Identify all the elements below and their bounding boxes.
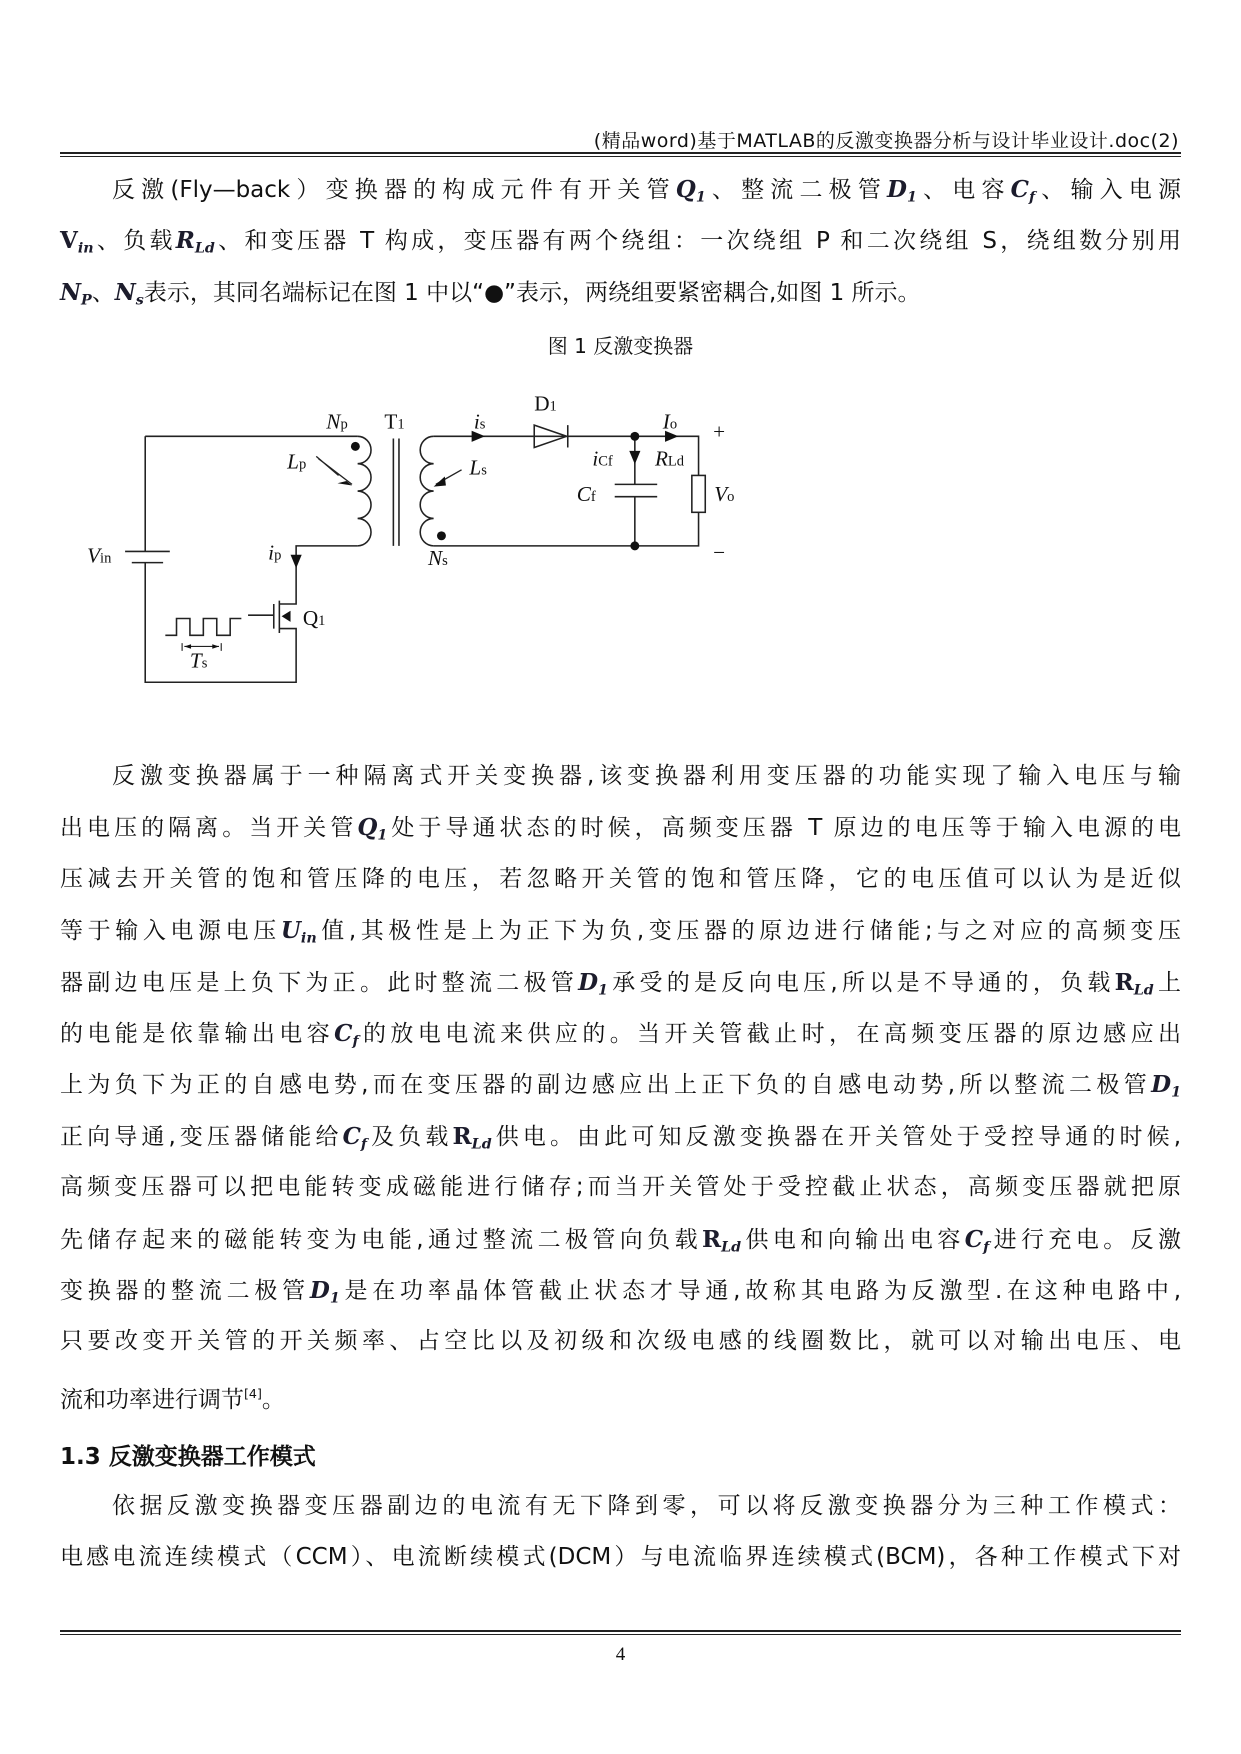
text-run: 流和功率进行调节 (60, 1386, 244, 1413)
secondary-winding (420, 436, 433, 546)
math-symbol: $D_1$ (578, 968, 608, 998)
svg-text:Ls: Ls (469, 455, 487, 480)
math-symbol: $C_f$ (964, 1225, 990, 1255)
math-symbol: $D_1$ (887, 176, 917, 206)
math-symbol: $N_s$ (114, 278, 144, 309)
text-line (60, 1316, 1181, 1367)
circuit-wires (125, 425, 705, 682)
svg-text:Np: Np (326, 409, 348, 434)
icf-arrow (629, 451, 640, 464)
text-run: 表示，其同名端标记在图 1 中以“●”表示，两绕组要紧密耦合,如图 1 所示。 (143, 279, 921, 306)
text-line (60, 215, 1181, 266)
svg-text:Ts: Ts (189, 648, 208, 673)
text-run: 进行充电。反激 (989, 1226, 1182, 1253)
text-line (60, 1008, 1181, 1059)
page-header-title: (精品word)基于MATLAB的反激变换器分析与设计毕业设计.doc(2) (593, 130, 1179, 152)
svg-text:is: is (473, 409, 486, 434)
paragraph-components (60, 164, 1181, 318)
text-run: 先储存起来的磁能转变为电能,通过整流二极管向负载 (60, 1226, 702, 1253)
header-divider (60, 152, 1181, 157)
text-run: 是在功率晶体管截止状态才导通,故称其电路为反激型.在这种电路中, (339, 1277, 1182, 1304)
text-line (60, 957, 1181, 1008)
math-symbol: $C_f$ (1010, 176, 1036, 206)
math-symbol: $Q_1$ (675, 176, 706, 206)
text-run: 。 (261, 1386, 285, 1413)
svg-text:Cf: Cf (576, 482, 596, 507)
text-run: 出电压的隔离。当开关管 (60, 815, 358, 842)
text-line (60, 1162, 1181, 1213)
mosfet-arrow (282, 611, 291, 622)
text-line (60, 1265, 1181, 1316)
text-run: 反激变换器属于一种隔离式开关变换器,该变换器利用变压器的功能实现了输入电压与输 (112, 763, 1181, 789)
load-resistor (692, 475, 705, 512)
text-line (60, 1481, 1181, 1532)
math-symbol: $R_{Ld}$ (452, 1122, 492, 1152)
math-symbol: $D_1$ (1151, 1071, 1181, 1101)
text-run: 器副边电压是上负下为正。此时整流二极管 (60, 969, 579, 996)
svg-text:Vo: Vo (714, 482, 735, 507)
text-run: 等于输入电源电压 (60, 918, 281, 945)
input-source (125, 551, 170, 562)
ip-arrow (291, 555, 302, 568)
text-run: 、输入电源 (1035, 177, 1182, 203)
svg-text:iCf: iCf (592, 446, 613, 471)
svg-text:Ns: Ns (428, 545, 448, 570)
text-run: 上为负下为正的自感电势,而在变压器的副边感应出上正下负的自感电动势,所以整流二极管 (60, 1072, 1152, 1099)
mosfet-q1 (248, 601, 279, 633)
math-symbol: $Q_1$ (357, 814, 388, 844)
text-run: 及负载 (367, 1123, 453, 1150)
citation-ref: [4] (244, 1385, 262, 1401)
math-symbol: $R_{Ld}$ (702, 1225, 742, 1255)
text-run: 反激(Fly—back）变换器的构成元件有开关管 (112, 177, 676, 203)
svg-text:Io: Io (662, 409, 678, 434)
math-symbol: $U_{in}$ (280, 917, 317, 947)
text-run: 、 (91, 279, 115, 306)
gate-pulse-waveform (165, 619, 241, 636)
paragraph-operation (60, 751, 1181, 1419)
svg-text:ip: ip (268, 540, 282, 565)
svg-text:T1: T1 (384, 409, 405, 434)
text-line (60, 1059, 1181, 1110)
text-run: 依据反激变换器变压器副边的电流有无下降到零，可以将反激变换器分为三种工作模式： (112, 1493, 1181, 1519)
text-run: 压减去开关管的饱和管压降的电压，若忽略开关管的饱和管压降，它的电压值可以认为是近似 (60, 865, 1181, 892)
math-symbol: $R_{Ld}$ (175, 227, 215, 257)
text-run: 电感电流连续模式（CCM）、电流断续模式(DCM）与电流临界连续模式(BCM)，各种工作模式下对 (60, 1544, 1181, 1571)
text-run: 、整流二极管 (705, 177, 888, 203)
dot-secondary (437, 531, 446, 540)
math-symbol: $C_f$ (342, 1122, 368, 1152)
svg-text:Vin: Vin (87, 543, 112, 568)
math-symbol: $R_{Ld}$ (1114, 968, 1154, 998)
text-line (60, 164, 1181, 215)
svg-text:Lp: Lp (287, 449, 307, 474)
text-run: 正向导通,变压器储能给 (60, 1123, 343, 1150)
text-run: 上 (1153, 969, 1182, 996)
section-heading: 1.3 反激变换器工作模式 (60, 1444, 316, 1470)
text-run: 、负载 (93, 228, 176, 255)
text-line (60, 267, 1181, 318)
text-run: 供电。由此可知反激变换器在开关管处于受控导通的时候, (491, 1123, 1182, 1150)
paragraph-modes (60, 1481, 1181, 1584)
math-symbol: $V_{in}$ (60, 227, 94, 257)
output-capacitor (615, 484, 657, 496)
svg-text:RLd: RLd (654, 446, 685, 471)
text-run: 、电容 (916, 177, 1011, 203)
text-line (60, 751, 1181, 802)
svg-text:−: − (713, 540, 726, 565)
math-symbol: $D_1$ (309, 1276, 340, 1307)
transformer-core (393, 439, 399, 546)
svg-text:Q1: Q1 (302, 606, 326, 631)
svg-text:D1: D1 (534, 391, 557, 416)
footer-divider (60, 1630, 1181, 1635)
math-symbol: $N_P$ (60, 278, 92, 309)
text-run: 的电能是依靠输出电容 (60, 1020, 335, 1047)
text-run: 承受的是反向电压,所以是不导通的，负载 (607, 969, 1115, 996)
flyback-circuit-diagram (78, 386, 749, 699)
text-line (60, 854, 1181, 905)
text-run: 变换器的整流二极管 (60, 1277, 310, 1304)
text-run: 处于导通状态的时候，高频变压器 T 原边的电压等于输入电源的电 (387, 815, 1182, 842)
text-run: 只要改变开关管的开关频率、占空比以及初级和次级电感的线圈数比，就可以对输出电压、电 (60, 1328, 1181, 1355)
math-symbol: $C_f$ (334, 1019, 359, 1050)
page-number: 4 (615, 1644, 626, 1665)
text-line (60, 1532, 1181, 1583)
figure-caption: 图 1 反激变换器 (547, 334, 694, 358)
primary-winding (358, 436, 371, 546)
text-run: 的放电电流来供应的。当开关管截止时，在高频变压器的原边感应出 (358, 1020, 1182, 1047)
text-run: 值,其极性是上为正下为负,变压器的原边进行储能;与之对应的高频变压 (316, 918, 1182, 945)
text-line (60, 905, 1181, 956)
text-run: 、和变压器 T 构成，变压器有两个绕组：一次绕组 P 和二次绕组 S，绕组数分别用 (214, 228, 1182, 255)
text-line (60, 1111, 1181, 1162)
text-run: 高频变压器可以把电能转变成磁能进行储存;而当开关管处于受控截止状态，高频变压器就把原 (60, 1174, 1181, 1201)
text-line (60, 1368, 1181, 1419)
svg-text:+: + (713, 419, 726, 444)
text-run: 供电和向输出电容 (741, 1226, 965, 1253)
dot-primary (351, 442, 360, 451)
text-line (60, 802, 1181, 853)
text-line (60, 1214, 1181, 1265)
